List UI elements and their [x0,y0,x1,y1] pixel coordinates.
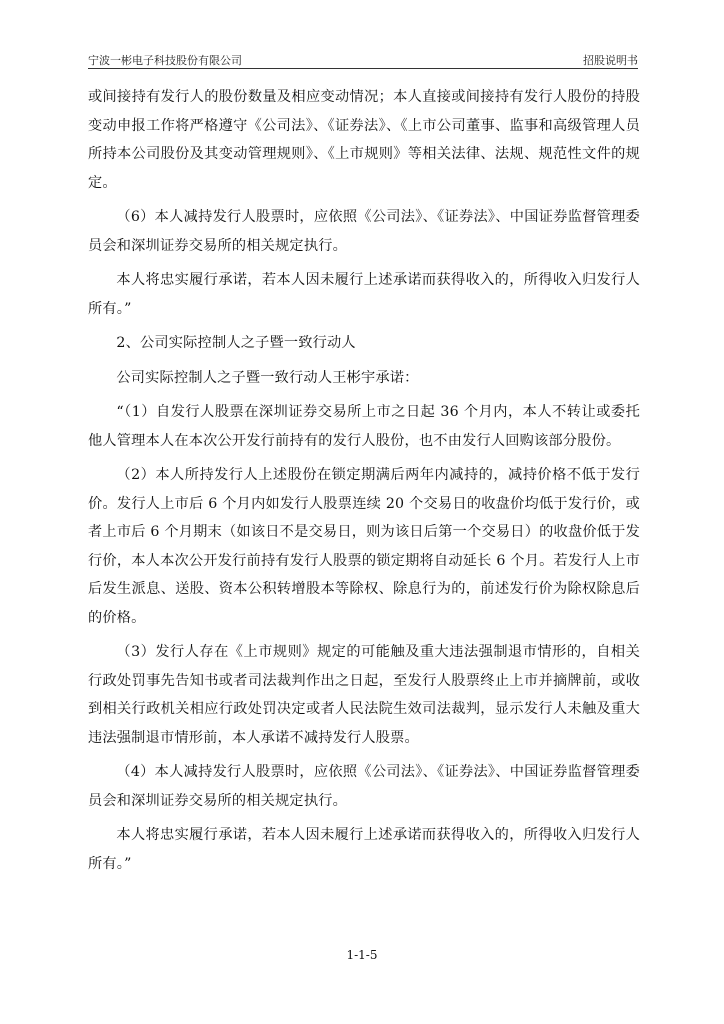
paragraph-share-change-reporting: 或间接持有发行人的股份数量及相应变动情况；本人直接或间接持有发行人股份的持股变动申报工作将严格遵守《公司法》、《证券法》、《上市公司董事、监事和高级管理人员所持本公司股份及其变动管理规则》、《上市规则》等相关法律、法规、规范性文件的规定。 [88,89,640,191]
header-document-type: 招股说明书 [583,54,638,67]
paragraph-item-1-lockup: “（1）自发行人股票在深圳证券交易所上市之日起 36 个月内，本人不转让或委托他人管理本人在本次公开发行前持有的发行人股份，也不由发行人回购该部分股份。 [88,404,640,449]
page-header [88,50,638,70]
header-divider [88,68,638,69]
paragraph-item-2-price: （2）本人所持发行人上述股份在锁定期满后两年内减持的，减持价格不低于发行价。发行人上市后 6 个月内如发行人股票连续 20 个交易日的收盘价均低于发行价，或者上市后 6 个月期末（如该日不是交易日，则为该日后第一个交易日）的收盘价低于发行价，本人本次公开发行前持有发行人股票的锁定期将自动延长 6 个月。若发行人上市后发生派息、送股、资本公积转增股本等除权、除息行为的，前述发行价为除权除息后的价格。 [88,467,640,626]
paragraph-item-4-reduction-rules: （4）本人减持发行人股票时，应依照《公司法》、《证券法》、中国证券监督管理委员会和深圳证券交易所的相关规定执行。 [88,764,640,809]
paragraph-commitment-income-2: 本人将忠实履行承诺，若本人因未履行上述承诺而获得收入的，所得收入归发行人所有。” [88,827,640,872]
paragraph-commitment-intro: 公司实际控制人之子暨一致行动人王彬宇承诺： [116,369,419,386]
header-company-name: 宁波一彬电子科技股份有限公司 [88,54,242,67]
paragraph-commitment-income-1: 本人将忠实履行承诺，若本人因未履行上述承诺而获得收入的，所得收入归发行人所有。” [88,272,640,317]
page-number: 1-1-5 [346,948,378,962]
document-body [88,83,640,884]
paragraph-item-3-delisting: （3）发行人存在《上市规则》规定的可能触及重大违法强制退市情形的，自相关行政处罚事先告知书或者司法裁判作出之日起，至发行人股票终止上市并摘牌前，或收到相关行政机关相应行政处罚决定或者人民法院生效司法裁判，显示发行人未触及重大违法强制退市情形前，本人承诺不减持发行人股票。 [88,644,640,746]
paragraph-item-6-reduction-rules: （6）本人减持发行人股票时，应依照《公司法》、《证券法》、中国证券监督管理委员会和深圳证券交易所的相关规定执行。 [88,209,640,254]
section-heading-controller-son: 2、公司实际控制人之子暨一致行动人 [116,335,356,351]
